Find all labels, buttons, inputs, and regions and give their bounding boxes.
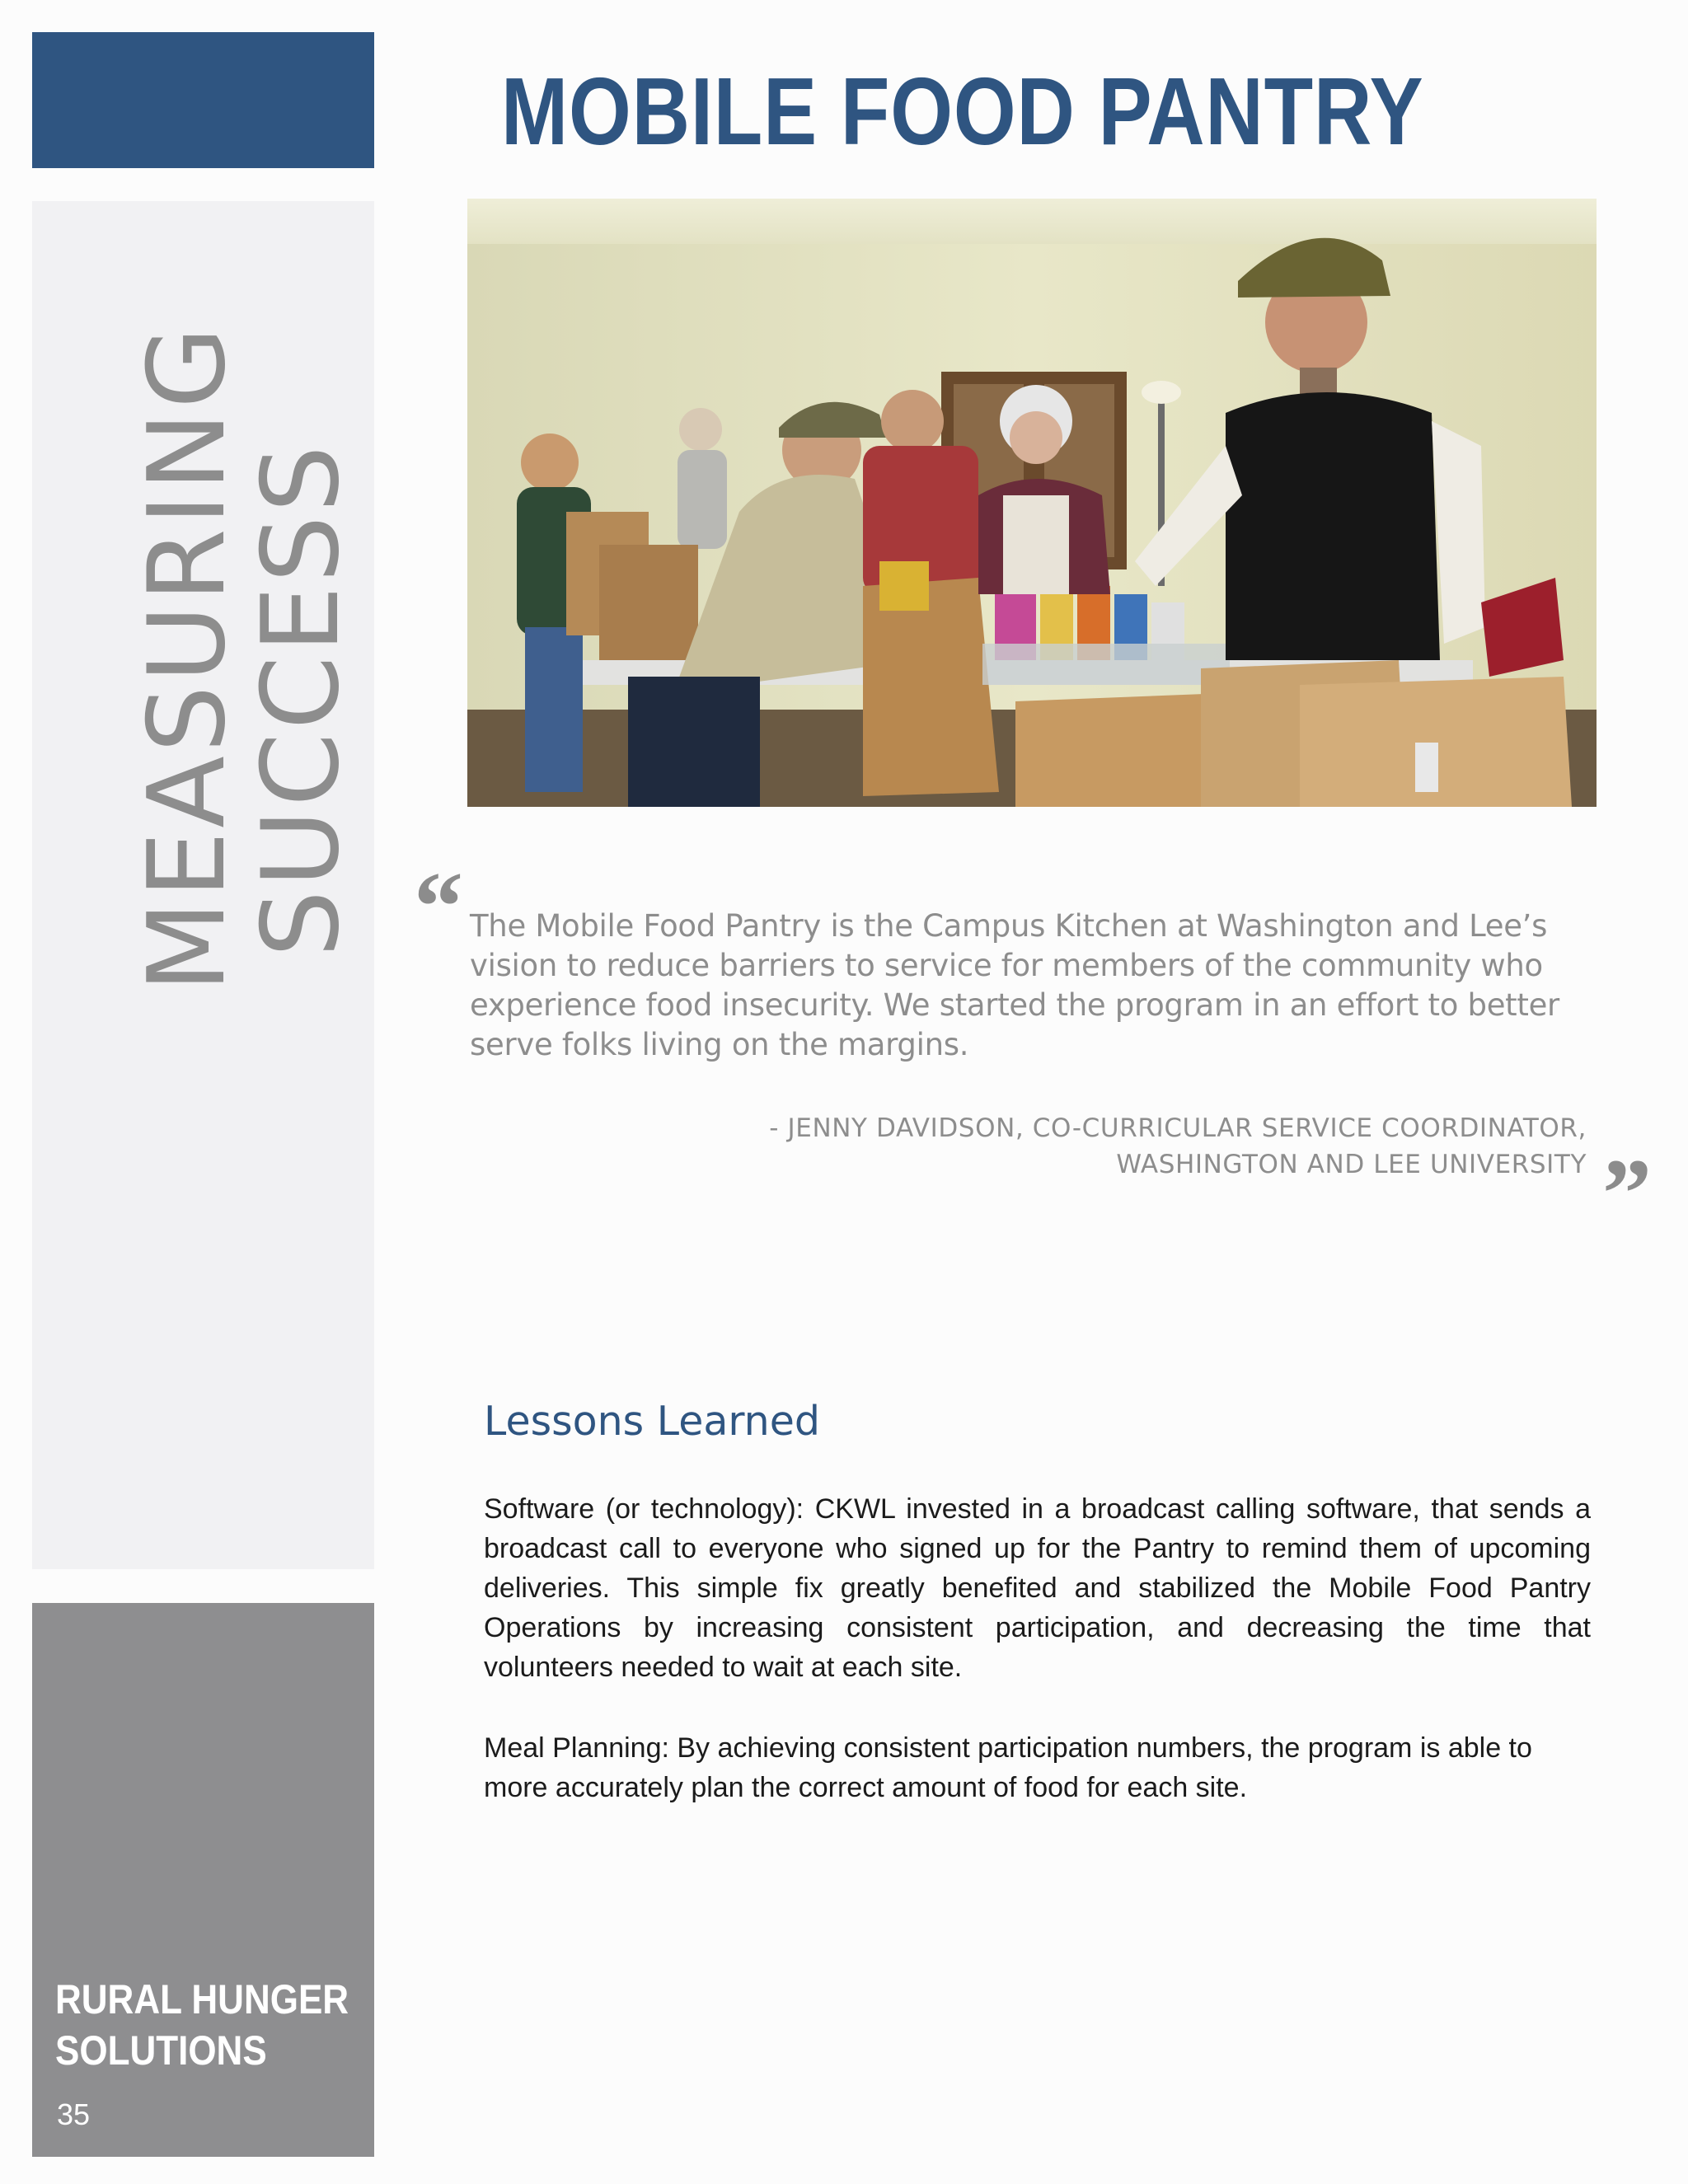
quote-attribution: [742, 1110, 1587, 1183]
section-title-line1: MEASURING: [126, 323, 249, 992]
quote-text: The Mobile Food Pantry is the Campus Kitchen at Washington and Lee’s vision to reduce barriers to service for members of the community who experience food insecurity. We started the program in an effort to better serve folks living on the margins.: [470, 908, 1559, 1062]
brand-line2: SOLUTIONS: [55, 2027, 267, 2074]
brand-name: [55, 1974, 349, 2076]
sidebar-brand-panel: [32, 1603, 374, 2157]
volunteers-photo: [467, 199, 1597, 807]
close-quote-mark: ”: [1602, 1138, 1652, 1248]
sidebar-section-panel: [32, 201, 374, 1569]
attribution-line2: WASHINGTON AND LEE UNIVERSITY: [1116, 1150, 1587, 1179]
lessons-heading: Lessons Learned: [484, 1398, 820, 1445]
page-title: MOBILE FOOD PANTRY: [501, 58, 1424, 165]
open-quote-mark: “: [414, 851, 463, 961]
attribution-line1: - JENNY DAVIDSON, CO-CURRICULAR SERVICE COORDINATOR,: [769, 1113, 1587, 1143]
section-title: [126, 323, 363, 992]
sidebar-accent-block: [32, 32, 374, 168]
lesson-paragraph-meal-planning: Meal Planning: By achieving consistent participation numbers, the program is able to more accurately plan the correct amount of food for each site.: [484, 1732, 1532, 1803]
lesson-paragraph-software: Software (or technology): CKWL invested in a broadcast calling software, that sends a broadcast call to everyone who signed up for the Pantry to remind them of upcoming deliveries. This simple fix greatly benefited and stabilized the Mobile Food Pantry Operations by increasing consistent participation, and decreasing the time that volunteers needed to wait at each site.: [484, 1493, 1591, 1683]
brand-line1: RURAL HUNGER: [55, 1976, 349, 2022]
section-title-line2: SUCCESS: [240, 442, 363, 958]
page-number: 35: [57, 2097, 91, 2131]
